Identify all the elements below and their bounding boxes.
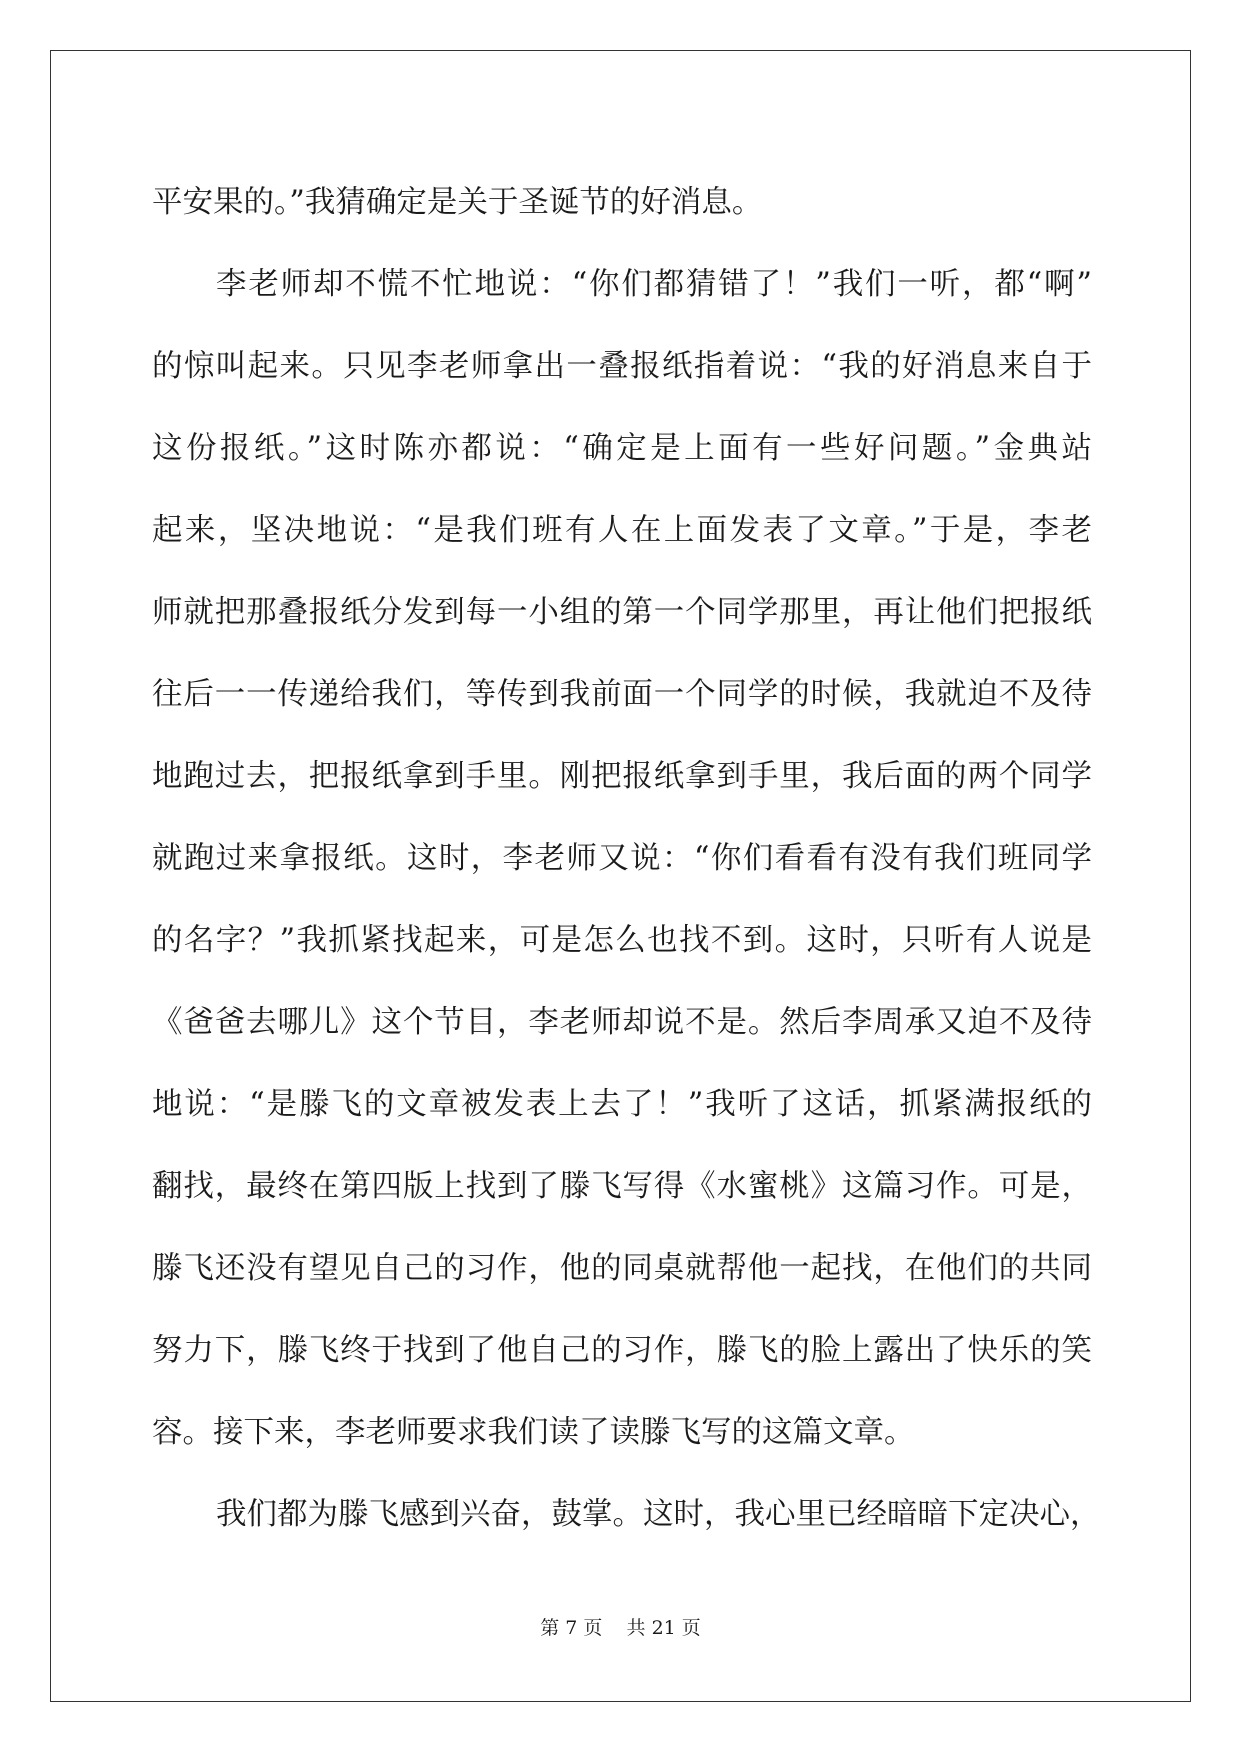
text-line: 起来，坚决地说：“是我们班有人在上面发表了文章。”于是，李老 [152, 513, 1092, 548]
text-line: 师就把那叠报纸分发到每一小组的第一个同学那里，再让他们把报纸 [152, 595, 1092, 630]
text-line: 这份报纸。”这时陈亦都说：“确定是上面有一些好问题。”金典站 [152, 431, 1092, 466]
text-line: 的惊叫起来。只见李老师拿出一叠报纸指着说：“我的好消息来自于 [152, 349, 1092, 384]
text-line: 就跑过来拿报纸。这时，李老师又说：“你们看看有没有我们班同学 [152, 841, 1092, 876]
text-line: 努力下，滕飞终于找到了他自己的习作，滕飞的脸上露出了快乐的笑 [152, 1333, 1092, 1368]
document-body [152, 162, 1101, 1556]
text-line: 滕飞还没有望见自己的习作，他的同桌就帮他一起找，在他们的共同 [152, 1251, 1092, 1286]
text-line: 李老师却不慌不忙地说：“你们都猜错了！”我们一听，都“啊” [216, 267, 1092, 302]
text-line: 往后一一传递给我们，等传到我前面一个同学的时候，我就迫不及待 [152, 677, 1092, 712]
page-total: 共 21 页 [626, 1617, 701, 1639]
text-line: 地说：“是滕飞的文章被发表上去了！”我听了这话，抓紧满报纸的 [152, 1087, 1092, 1122]
page-number: 第 7 页 [540, 1617, 603, 1639]
text-line: 平安果的。”我猜确定是关于圣诞节的好消息。 [152, 185, 763, 220]
text-line: 我们都为滕飞感到兴奋，鼓掌。这时，我心里已经暗暗下定决心， [216, 1497, 1101, 1532]
text-line: 翻找，最终在第四版上找到了滕飞写得《水蜜桃》这篇习作。可是， [152, 1169, 1092, 1204]
text-line: 地跑过去，把报纸拿到手里。刚把报纸拿到手里，我后面的两个同学 [152, 759, 1092, 794]
page-footer [0, 1616, 1241, 1640]
text-line: 容。接下来，李老师要求我们读了读滕飞写的这篇文章。 [152, 1415, 915, 1450]
text-line: 的名字？”我抓紧找起来，可是怎么也找不到。这时，只听有人说是 [152, 923, 1092, 958]
text-line: 《爸爸去哪儿》这个节目，李老师却说不是。然后李周承又迫不及待 [152, 1005, 1092, 1040]
